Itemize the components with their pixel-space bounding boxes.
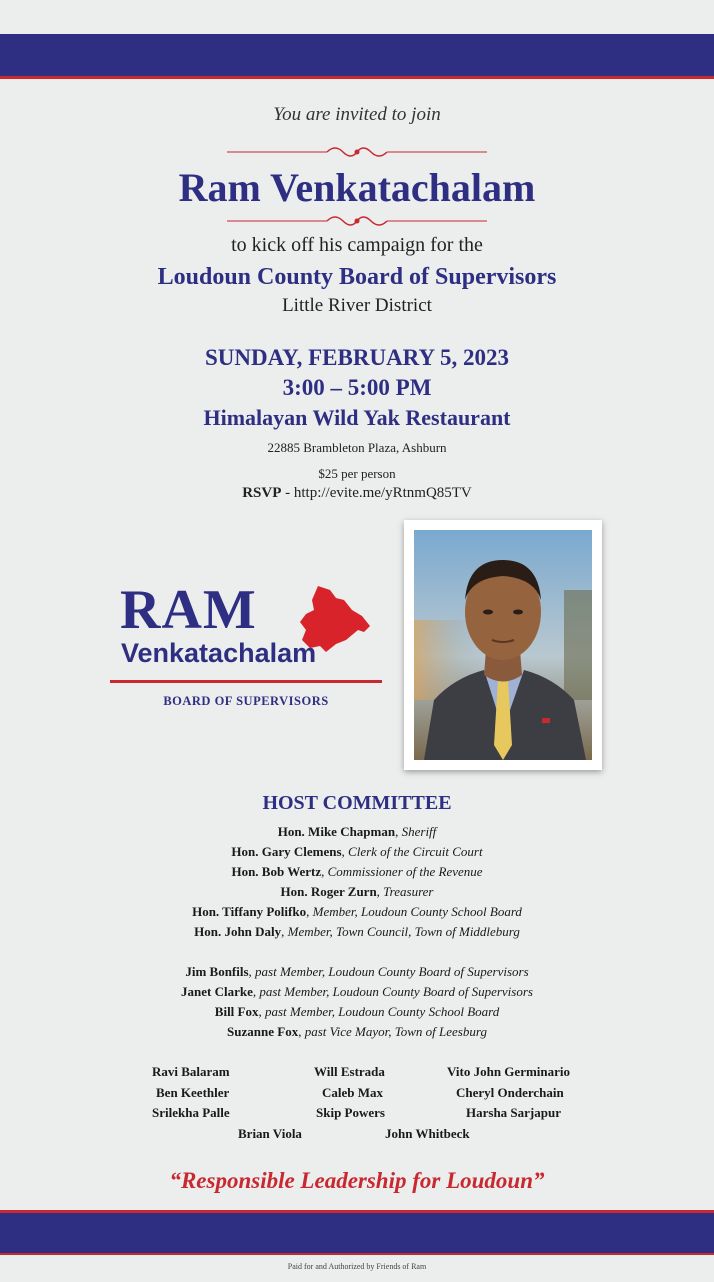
rsvp-label: RSVP <box>242 485 282 501</box>
top-banner <box>0 34 714 79</box>
board-title: Loudoun County Board of Supervisors <box>157 264 557 290</box>
event-address: 22885 Brambleton Plaza, Ashburn <box>267 440 447 455</box>
committee-member: Skip Powers <box>316 1105 385 1120</box>
official-entry: Hon. Gary Clemens, Clerk of the Circuit Court <box>231 844 483 859</box>
committee-member: John Whitbeck <box>385 1126 470 1141</box>
committee-member: Srilekha Palle <box>152 1105 230 1120</box>
paid-for-disclaimer: Paid for and Authorized by Friends of Ram <box>287 1262 427 1271</box>
event-date: SUNDAY, FEBRUARY 5, 2023 <box>205 345 509 370</box>
flourish-ornament-bottom <box>227 214 487 228</box>
bottom-banner <box>0 1210 714 1255</box>
flourish-ornament-top <box>227 145 487 159</box>
logo-ram-text: RAM <box>120 579 257 641</box>
logo-surname-text: Venkatachalam <box>121 638 317 668</box>
candidate-name: Ram Venkatachalam <box>178 165 536 210</box>
event-venue: Himalayan Wild Yak Restaurant <box>203 405 511 430</box>
committee-member: Harsha Sarjapur <box>466 1105 561 1120</box>
candidate-photo-frame <box>404 520 602 770</box>
logo-board-text: BOARD OF SUPERVISORS <box>163 694 329 708</box>
ticket-price: $25 per person <box>318 466 396 481</box>
official-entry: Hon. Roger Zurn, Treasurer <box>280 884 434 899</box>
candidate-photo <box>414 530 592 760</box>
host-committee-title: HOST COMMITTEE <box>262 792 452 814</box>
past-member-entry: Jim Bonfils, past Member, Loudoun County Board of Supervisors <box>185 964 529 979</box>
past-member-entry: Janet Clarke, past Member, Loudoun County Board of Supervisors <box>181 984 533 999</box>
kickoff-text: to kick off his campaign for the <box>231 234 483 256</box>
committee-member: Vito John Germinario <box>447 1064 571 1079</box>
committee-member: Brian Viola <box>238 1126 302 1141</box>
rsvp-line <box>0 485 714 502</box>
logo-divider <box>110 680 382 683</box>
official-entry: Hon. Bob Wertz, Commissioner of the Revenue <box>231 864 483 879</box>
official-entry: Hon. Tiffany Polifko, Member, Loudoun County School Board <box>192 904 522 919</box>
official-entry: Hon. Mike Chapman, Sheriff <box>277 824 437 839</box>
committee-member: Ben Keethler <box>156 1085 230 1100</box>
committee-member: Will Estrada <box>314 1064 385 1079</box>
rsvp-link[interactable]: - http://evite.me/yRtnmQ85TV <box>281 485 472 501</box>
official-entry: Hon. John Daly, Member, Town Council, Town of Middleburg <box>194 924 520 939</box>
campaign-slogan: “Responsible Leadership for Loudoun” <box>169 1168 545 1193</box>
invitation-line: You are invited to join <box>273 104 441 125</box>
committee-member: Caleb Max <box>322 1085 384 1100</box>
committee-member: Cheryl Onderchain <box>456 1085 564 1100</box>
past-member-entry: Suzanne Fox, past Vice Mayor, Town of Leesburg <box>227 1024 487 1039</box>
committee-member: Ravi Balaram <box>152 1064 230 1079</box>
event-time: 3:00 – 5:00 PM <box>282 375 432 400</box>
district-name: Little River District <box>282 295 432 316</box>
past-member-entry: Bill Fox, past Member, Loudoun County School Board <box>214 1004 500 1019</box>
